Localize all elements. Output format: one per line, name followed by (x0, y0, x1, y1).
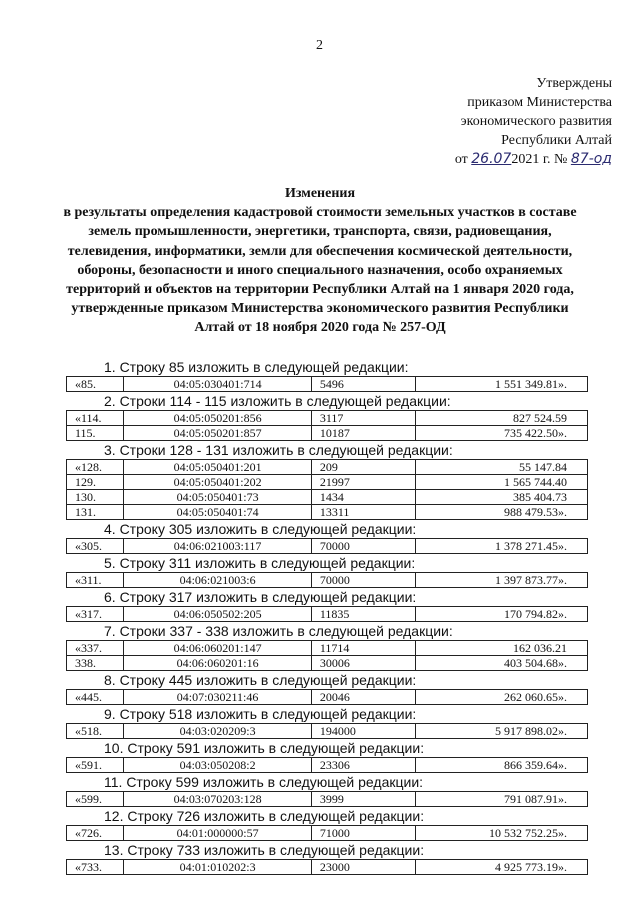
area-cell: 11714 (311, 641, 415, 656)
area-cell: 23000 (311, 860, 415, 875)
cadastral-number-cell: 04:07:030211:46 (124, 690, 312, 705)
cadastral-number-cell: 04:03:070203:128 (124, 792, 312, 807)
cadastral-number-cell: 04:05:050401:73 (124, 490, 312, 505)
amendment-heading: 11. Строку 599 изложить в следующей редакции: (104, 774, 424, 790)
amendment-table (66, 606, 588, 622)
row-number-cell: 338. (67, 656, 124, 671)
cadastral-number-cell: 04:06:060201:147 (124, 641, 312, 656)
document-title (60, 184, 580, 338)
amendment-table (66, 791, 588, 807)
row-number-cell: «317. (67, 607, 124, 622)
area-cell: 20046 (311, 690, 415, 705)
date-prefix: от (454, 152, 468, 167)
amendment-heading: 7. Строки 337 - 338 изложить в следующей редакции: (104, 623, 453, 639)
area-cell: 21997 (311, 475, 415, 490)
table-row (67, 792, 588, 807)
area-cell: 11835 (311, 607, 415, 622)
amendment-table (66, 459, 588, 520)
amendment-heading: 1. Строку 85 изложить в следующей редакции: (104, 359, 409, 375)
cadastral-number-cell: 04:06:021003:117 (124, 539, 312, 554)
row-number-cell: «311. (67, 573, 124, 588)
cadastral-value-cell: 162 036.21 (416, 641, 588, 656)
cadastral-value-cell: 10 532 752.25». (416, 826, 588, 841)
table-row (67, 377, 588, 392)
cadastral-value-cell: 1 397 873.77». (416, 573, 588, 588)
area-cell: 30006 (311, 656, 415, 671)
table-row (67, 690, 588, 705)
cadastral-value-cell: 5 917 898.02». (416, 724, 588, 739)
cadastral-value-cell: 827 524.59 (416, 411, 588, 426)
amendment-heading: 8. Строку 445 изложить в следующей редакции: (104, 672, 417, 688)
amendment-heading: 4. Строку 305 изложить в следующей редакции: (104, 521, 417, 537)
handwritten-date: 26.07 (471, 151, 512, 167)
amendment-table (66, 757, 588, 773)
cadastral-number-cell: 04:06:060201:16 (124, 656, 312, 671)
cadastral-number-cell: 04:05:030401:714 (124, 377, 312, 392)
row-number-cell: «599. (67, 792, 124, 807)
table-row (67, 505, 588, 520)
row-number-cell: «85. (67, 377, 124, 392)
approval-line: приказом Министерства (467, 95, 612, 110)
approval-line: Утверждены (536, 76, 612, 91)
amendment-table (66, 572, 588, 588)
cadastral-number-cell: 04:03:050208:2 (124, 758, 312, 773)
area-cell: 13311 (311, 505, 415, 520)
amendment-section (66, 392, 588, 441)
row-number-cell: 131. (67, 505, 124, 520)
amendment-heading: 10. Строку 591 изложить в следующей редакции: (104, 740, 425, 756)
area-cell: 3999 (311, 792, 415, 807)
amendment-section (66, 841, 588, 875)
table-row (67, 460, 588, 475)
cadastral-value-cell: 988 479.53». (416, 505, 588, 520)
area-cell: 70000 (311, 573, 415, 588)
amendment-section (66, 739, 588, 773)
cadastral-value-cell: 403 504.68». (416, 656, 588, 671)
cadastral-number-cell: 04:05:050201:856 (124, 411, 312, 426)
table-row (67, 490, 588, 505)
cadastral-number-cell: 04:05:050201:857 (124, 426, 312, 441)
amendment-table (66, 859, 588, 875)
row-number-cell: «337. (67, 641, 124, 656)
amendment-table (66, 689, 588, 705)
cadastral-value-cell: 1 565 744.40 (416, 475, 588, 490)
area-cell: 3117 (311, 411, 415, 426)
row-number-cell: 115. (67, 426, 124, 441)
amendment-heading: 3. Строки 128 - 131 изложить в следующей редакции: (104, 442, 453, 458)
row-number-cell: «518. (67, 724, 124, 739)
approval-date-line (455, 150, 612, 169)
row-number-cell: «733. (67, 860, 124, 875)
amendment-section (66, 773, 588, 807)
amendments-list (66, 358, 588, 875)
amendment-section (66, 622, 588, 671)
area-cell: 194000 (311, 724, 415, 739)
row-number-cell: «128. (67, 460, 124, 475)
row-number-cell: «726. (67, 826, 124, 841)
title-heading: Изменения (284, 186, 356, 201)
cadastral-number-cell: 04:06:050502:205 (124, 607, 312, 622)
amendment-section (66, 554, 588, 588)
table-row (67, 411, 588, 426)
amendment-table (66, 538, 588, 554)
amendment-heading: 5. Строку 311 изложить в следующей редакции: (104, 555, 416, 571)
amendment-section (66, 671, 588, 705)
table-row (67, 426, 588, 441)
cadastral-number-cell: 04:01:000000:57 (124, 826, 312, 841)
row-number-cell: «114. (67, 411, 124, 426)
cadastral-value-cell: 791 087.91». (416, 792, 588, 807)
cadastral-value-cell: 170 794.82». (416, 607, 588, 622)
table-row (67, 656, 588, 671)
cadastral-value-cell: 4 925 773.19». (416, 860, 588, 875)
table-row (67, 724, 588, 739)
cadastral-value-cell: 55 147.84 (416, 460, 588, 475)
area-cell: 10187 (311, 426, 415, 441)
amendment-heading: 9. Строку 518 изложить в следующей редакции: (104, 706, 417, 722)
amendment-table (66, 640, 588, 671)
amendment-table (66, 376, 588, 392)
amendment-section (66, 441, 588, 520)
cadastral-number-cell: 04:05:050401:202 (124, 475, 312, 490)
cadastral-value-cell: 866 359.64». (416, 758, 588, 773)
amendment-section (66, 588, 588, 622)
amendment-section (66, 358, 588, 392)
area-cell: 23306 (311, 758, 415, 773)
row-number-cell: «305. (67, 539, 124, 554)
cadastral-value-cell: 1 551 349.81». (416, 377, 588, 392)
amendment-table (66, 825, 588, 841)
amendment-heading: 2. Строки 114 - 115 изложить в следующей редакции: (104, 393, 451, 409)
table-row (67, 607, 588, 622)
amendment-section (66, 705, 588, 739)
amendment-section (66, 807, 588, 841)
table-row (67, 641, 588, 656)
cadastral-value-cell: 1 378 271.45». (416, 539, 588, 554)
date-mid: 2021 г. № (511, 152, 568, 167)
page-number: 2 (316, 38, 323, 53)
handwritten-order-number: 87-од (570, 151, 612, 167)
area-cell: 70000 (311, 539, 415, 554)
cadastral-number-cell: 04:06:021003:6 (124, 573, 312, 588)
table-row (67, 860, 588, 875)
cadastral-value-cell: 262 060.65». (416, 690, 588, 705)
table-row (67, 758, 588, 773)
cadastral-number-cell: 04:05:050401:74 (124, 505, 312, 520)
approval-line: Республики Алтай (501, 133, 612, 148)
cadastral-number-cell: 04:05:050401:201 (124, 460, 312, 475)
amendment-heading: 6. Строку 317 изложить в следующей редакции: (104, 589, 417, 605)
area-cell: 71000 (311, 826, 415, 841)
cadastral-number-cell: 04:03:020209:3 (124, 724, 312, 739)
table-row (67, 826, 588, 841)
approval-block (455, 74, 612, 169)
amendment-heading: 13. Строку 733 изложить в следующей редакции: (104, 842, 425, 858)
amendment-table (66, 723, 588, 739)
area-cell: 1434 (311, 490, 415, 505)
area-cell: 5496 (311, 377, 415, 392)
approval-line: экономического развития (460, 114, 612, 129)
cadastral-value-cell: 385 404.73 (416, 490, 588, 505)
cadastral-value-cell: 735 422.50». (416, 426, 588, 441)
area-cell: 209 (311, 460, 415, 475)
table-row (67, 573, 588, 588)
amendment-heading: 12. Строку 726 изложить в следующей редакции: (104, 808, 425, 824)
row-number-cell: 129. (67, 475, 124, 490)
table-row (67, 539, 588, 554)
amendment-table (66, 410, 588, 441)
cadastral-number-cell: 04:01:010202:3 (124, 860, 312, 875)
row-number-cell: 130. (67, 490, 124, 505)
amendment-section (66, 520, 588, 554)
row-number-cell: «445. (67, 690, 124, 705)
row-number-cell: «591. (67, 758, 124, 773)
title-body: в результаты определения кадастровой стоимости земельных участков в составе земель промышленности, энергетики, транспорта, связи, радиовещания, телевидения, информатики, земли для обеспечения космической деятельности, обороны, безопасности и иного специального назначения, особо охраняемых территорий и объектов на территории Республики Алтай на 1 января 2020 года, утвержденные приказом Министерства экономического развития Республики Алтай от 18 ноября 2020 года № 257-ОД (63, 205, 577, 336)
table-row (67, 475, 588, 490)
